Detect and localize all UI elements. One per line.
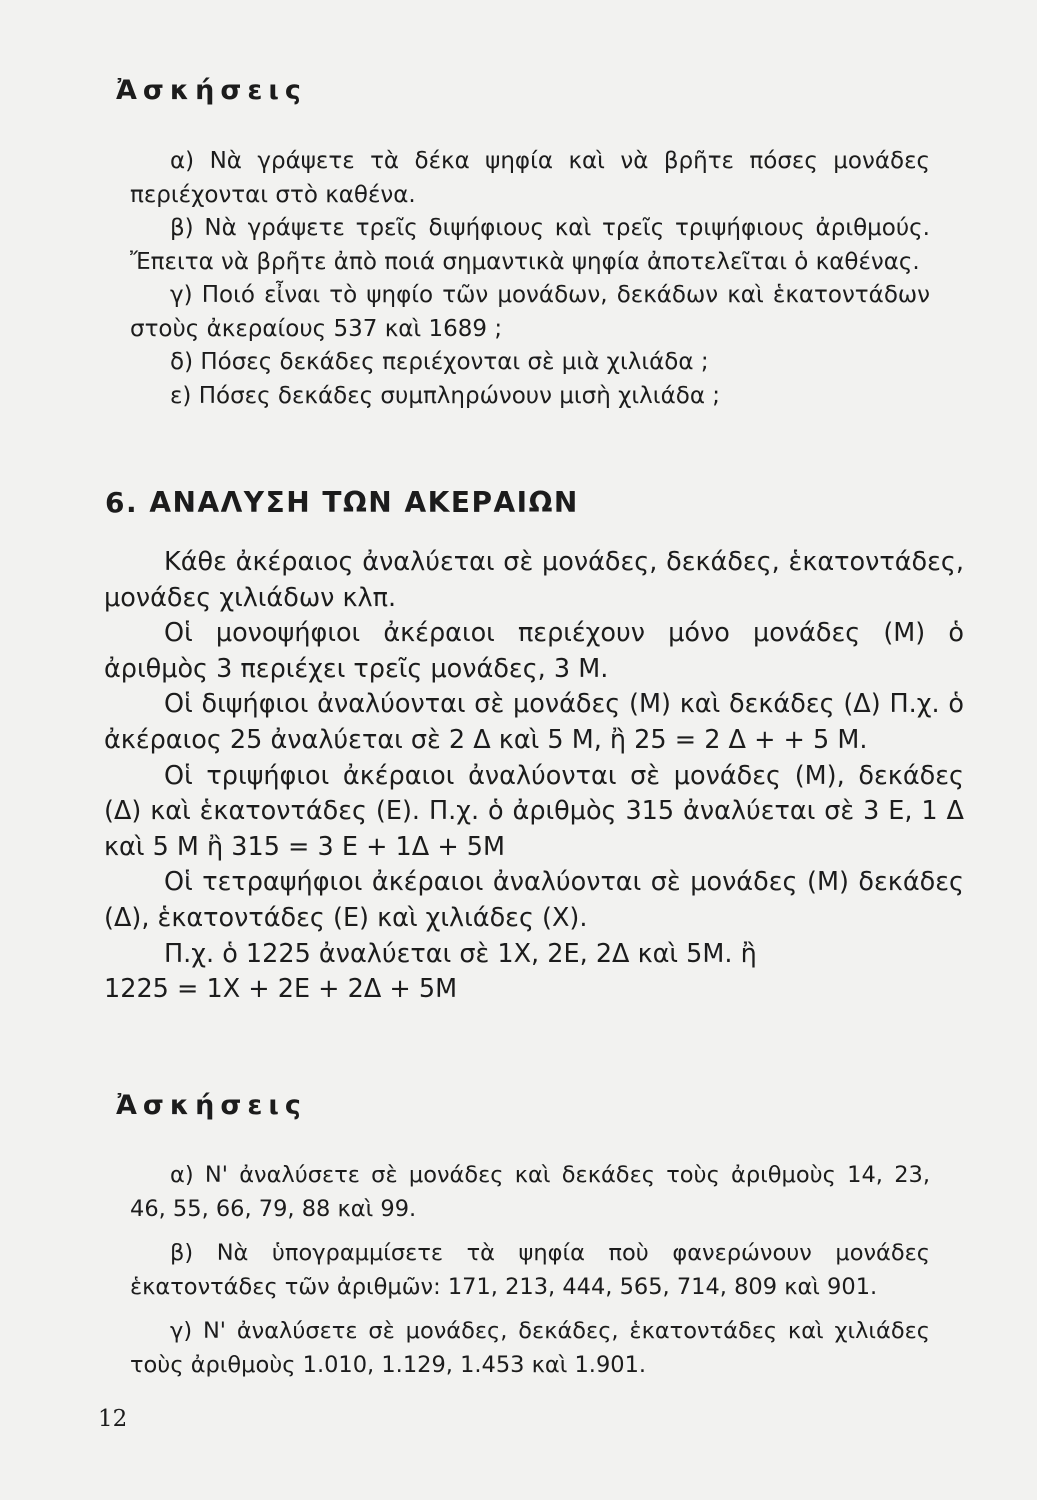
exercise-item: ε) Πόσες δεκάδες συμπληρώνουν μισὴ χιλιάδα ; xyxy=(170,382,721,409)
page-number: 12 xyxy=(98,1406,128,1432)
exercise-item: γ) Ν' ἀναλύσετε σὲ μονάδες, δεκάδες, ἑκατοντάδες καὶ χιλιάδες τοὺς ἀριθμοὺς 1.010, 1.129, 1.453 καὶ 1.901. xyxy=(130,1318,930,1378)
exercise-item: γ) Ποιό εἶναι τὸ ψηφίο τῶν μονάδων, δεκάδων καὶ ἑκατοντάδων στοὺς ἀκεραίους 537 καὶ 1689 ; xyxy=(130,282,930,342)
exercises-list-bottom xyxy=(130,1158,930,1392)
section-body xyxy=(104,545,964,1008)
exercise-item: α) Ν' ἀναλύσετε σὲ μονάδες καὶ δεκάδες τοὺς ἀριθμοὺς 14, 23, 46, 55, 66, 79, 88 καὶ 99. xyxy=(130,1162,930,1222)
exercise-item: α) Νὰ γράψετε τὰ δέκα ψηφία καὶ νὰ βρῆτε πόσες μονάδες περιέχονται στὸ καθένα. xyxy=(130,148,930,208)
body-paragraph: Οἱ διψήφιοι ἀναλύονται σὲ μονάδες (Μ) καὶ δεκάδες (Δ) Π.χ. ὁ ἀκέραιος 25 ἀναλύεται σὲ 2 Δ καὶ 5 Μ, ἢ 25 = 2 Δ + + 5 Μ. xyxy=(104,689,964,755)
body-paragraph: Οἱ τριψήφιοι ἀκέραιοι ἀναλύονται σὲ μονάδες (Μ), δεκάδες (Δ) καὶ ἑκατοντάδες (Ε). Π.χ. ὁ ἀριθμὸς 315 ἀναλύεται σὲ 3 Ε, 1 Δ καὶ 5 Μ ἢ 315 = 3 Ε + 1Δ + 5Μ xyxy=(104,760,964,862)
body-paragraph: Οἱ τετραψήφιοι ἀκέραιοι ἀναλύονται σὲ μονάδες (Μ) δεκάδες (Δ), ἑκατοντάδες (Ε) καὶ χιλιάδες (Χ). xyxy=(104,867,964,933)
body-equation: 1225 = 1Χ + 2Ε + 2Δ + 5Μ xyxy=(104,974,458,1005)
body-paragraph: Οἱ μονοψήφιοι ἀκέραιοι περιέχουν μόνο μονάδες (Μ) ὁ ἀριθμὸς 3 περιέχει τρεῖς μονάδες, 3 Μ. xyxy=(104,618,964,684)
exercise-item: β) Νὰ γράψετε τρεῖς διψήφιους καὶ τρεῖς τριψήφιους ἀριθμούς. Ἔπειτα νὰ βρῆτε ἀπὸ ποιά σημαντικὰ ψηφία ἀποτελεῖται ὁ καθένας. xyxy=(130,215,930,275)
exercises-heading-bottom: Ἀσκήσεις xyxy=(116,1090,307,1121)
body-paragraph: Π.χ. ὁ 1225 ἀναλύεται σὲ 1Χ, 2Ε, 2Δ καὶ 5Μ. ἢ xyxy=(164,938,757,969)
exercise-item: β) Νὰ ὑπογραμμίσετε τὰ ψηφία ποὺ φανερώνουν μονάδες ἑκατοντάδες τῶν ἀριθμῶν: 171, 213, 444, 565, 714, 809 καὶ 901. xyxy=(130,1240,930,1300)
exercises-heading-top: Ἀσκήσεις xyxy=(116,75,307,106)
exercise-item: δ) Πόσες δεκάδες περιέχονται σὲ μιὰ χιλιάδα ; xyxy=(170,349,709,375)
exercises-list-top xyxy=(130,145,930,413)
body-paragraph: Κάθε ἀκέραιος ἀναλύεται σὲ μονάδες, δεκάδες, ἑκατοντάδες, μονάδες χιλιάδων κλπ. xyxy=(104,547,964,613)
section-title: 6. ΑΝΑΛΥΣΗ ΤΩΝ ΑΚΕΡΑΙΩΝ xyxy=(105,486,579,519)
